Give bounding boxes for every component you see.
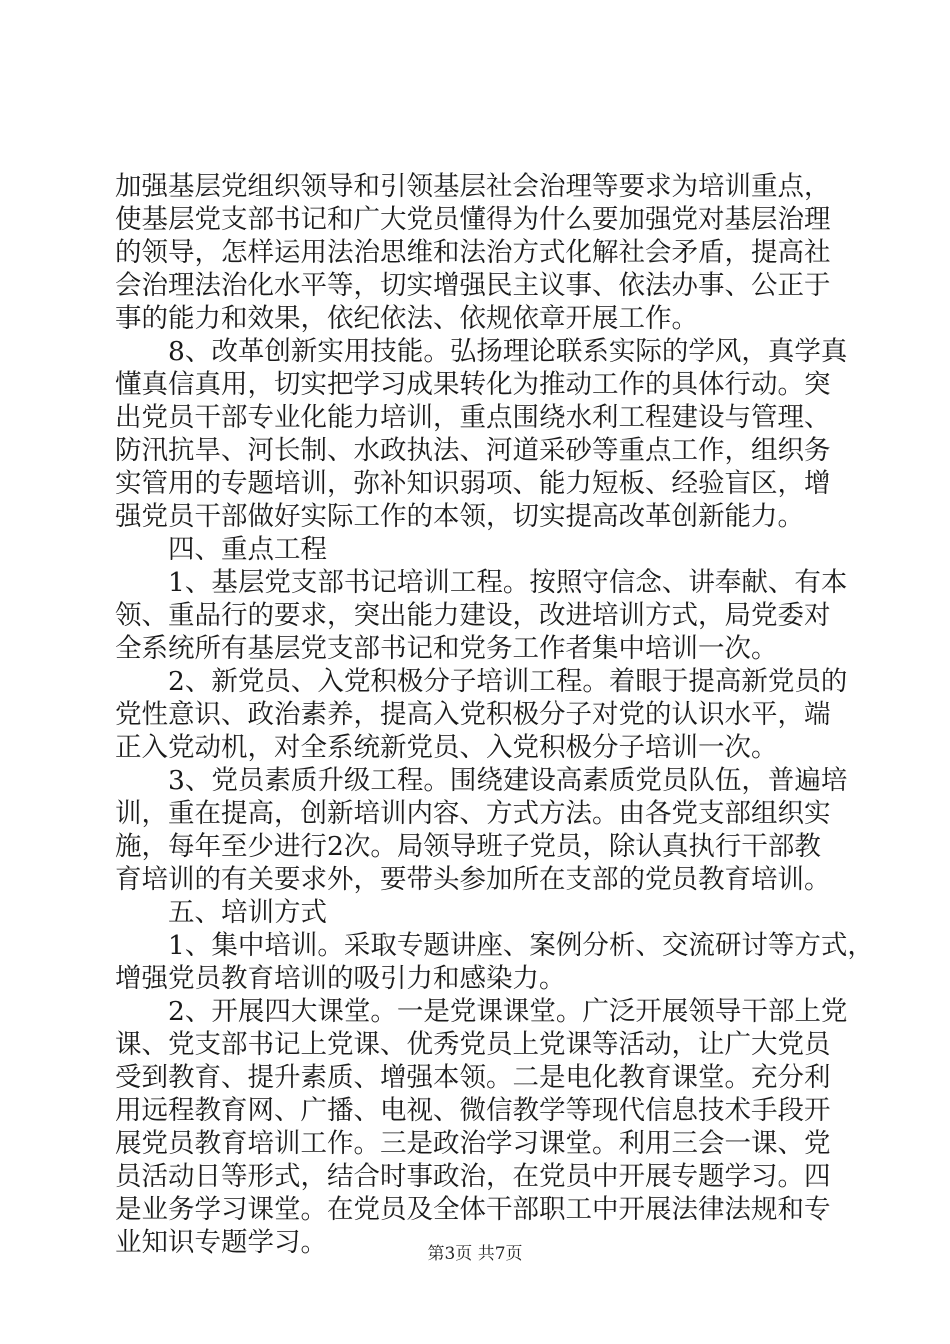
- text-line: 五、培训方式: [115, 897, 327, 928]
- text-line: 加强基层党组织领导和引领基层社会治理等要求为培训重点，: [115, 171, 831, 202]
- text-line: 业知识专题学习。: [115, 1227, 327, 1258]
- text-line: 1、基层党支部书记培训工程。按照守信念、讲奉献、有本: [115, 567, 848, 598]
- text-line: 2、开展四大课堂。一是党课课堂。广泛开展领导干部上党: [115, 996, 848, 1027]
- text-line: 会治理法治化水平等，切实增强民主议事、依法办事、公正于: [115, 270, 831, 301]
- text-line: 8、改革创新实用技能。弘扬理论联系实际的学风，真学真: [115, 336, 848, 367]
- text-line: 党性意识、政治素养，提高入党积极分子对党的认识水平，端: [115, 699, 831, 730]
- text-line: 使基层党支部书记和广大党员懂得为什么要加强党对基层治理: [115, 204, 831, 235]
- text-line: 强党员干部做好实际工作的本领，切实提高改革创新能力。: [115, 501, 804, 532]
- text-line: 的领导，怎样运用法治思维和法治方式化解社会矛盾，提高社: [115, 237, 831, 268]
- text-line: 用远程教育网、广播、电视、微信教学等现代信息技术手段开: [115, 1095, 831, 1126]
- text-line: 四、重点工程: [115, 534, 327, 565]
- text-line: 1、集中培训。采取专题讲座、案例分析、交流研讨等方式，: [115, 930, 874, 961]
- text-line: 3、党员素质升级工程。围绕建设高素质党员队伍，普遍培: [115, 765, 848, 796]
- text-line: 育培训的有关要求外，要带头参加所在支部的党员教育培训。: [115, 864, 831, 895]
- text-line: 受到教育、提升素质、增强本领。二是电化教育课堂。充分利: [115, 1062, 831, 1093]
- text-line: 2、新党员、入党积极分子培训工程。着眼于提高新党员的: [115, 666, 848, 697]
- text-line: 施，每年至少进行2次。局领导班子党员，除认真执行干部教: [115, 831, 821, 862]
- text-line: 是业务学习课堂。在党员及全体干部职工中开展法律法规和专: [115, 1194, 831, 1225]
- text-line: 员活动日等形式，结合时事政治，在党员中开展专题学习。四: [115, 1161, 831, 1192]
- text-line: 实管用的专题培训，弥补知识弱项、能力短板、经验盲区，增: [115, 468, 831, 499]
- text-line: 懂真信真用，切实把学习成果转化为推动工作的具体行动。突: [115, 369, 831, 400]
- text-line: 出党员干部专业化能力培训，重点围绕水利工程建设与管理、: [115, 402, 831, 433]
- text-line: 防汛抗旱、河长制、水政执法、河道采砂等重点工作，组织务: [115, 435, 831, 466]
- text-line: 正入党动机，对全系统新党员、入党积极分子培训一次。: [115, 732, 778, 763]
- text-line: 增强党员教育培训的吸引力和感染力。: [115, 963, 566, 994]
- page-footer: 第3页 共7页: [427, 1244, 523, 1264]
- text-line: 领、重品行的要求，突出能力建设，改进培训方式，局党委对: [115, 600, 831, 631]
- text-line: 课、党支部书记上党课、优秀党员上党课等活动，让广大党员: [115, 1029, 831, 1060]
- text-line: 训，重在提高，创新培训内容、方式方法。由各党支部组织实: [115, 798, 831, 829]
- text-line: 展党员教育培训工作。三是政治学习课堂。利用三会一课、党: [115, 1128, 831, 1159]
- document-body: [115, 170, 874, 1259]
- text-line: 全系统所有基层党支部书记和党务工作者集中培训一次。: [115, 633, 778, 664]
- text-line: 事的能力和效果，依纪依法、依规依章开展工作。: [115, 303, 698, 334]
